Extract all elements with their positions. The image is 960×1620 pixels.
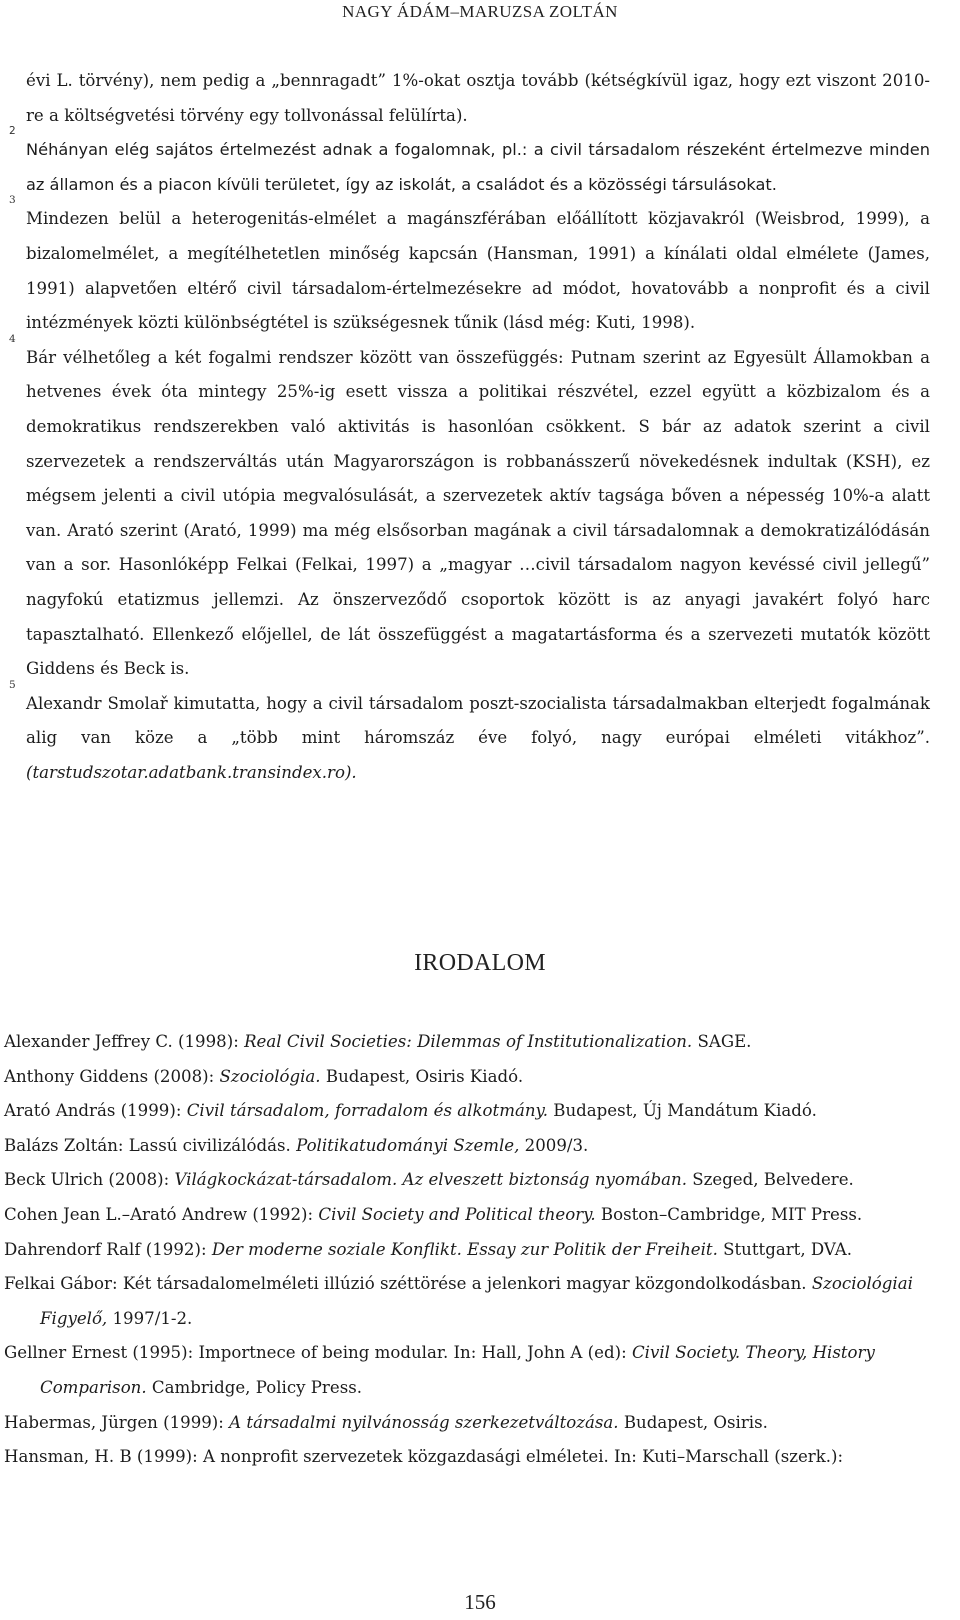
footnote-number: 3: [9, 194, 16, 207]
ref-tail: Budapest, Osiris.: [618, 1412, 768, 1432]
ref-title: Világkockázat-társadalom. Az elveszett biztonság nyomában.: [174, 1170, 687, 1190]
ref-lead: Alexander Jeffrey C. (1998):: [4, 1032, 245, 1051]
footnote-text: Bár vélhetőleg a két fogalmi rendszer között van összefüggés: Putnam szerint az Egyesült Államokban a hetvenes évek óta mintegy 25%-ig esett vissza a politikai részvétel, ezzel együtt a közbizalom és a demokratikus rendszerekben való aktivitás is hasonlóan csökkent. S bár az adatok szerint a civil szervezetek a rendszerváltás után Magyarországon is robbanásszerű növekedésnek indultak (KSH), ez mégsem jelenti a civil utópia megvalósulását, a szervezetek aktív tagsága bőven a népesség 10%-a alatt van. Arató szerint (Arató, 1999) ma még elsősorban magának a civil társadalomnak a demokratizálódásán van a sor. Hasonlóképp Felkai (Felkai, 1997) a „magyar …civil társadalom nagyon kevéssé civil jellegű” nagyfokú etatizmus jellemzi. Az önszerveződő csoportok között is az anyagi javakért folyó harc tapasztalható. Ellenkező előjellel, de lát összefüggést a magatartásforma és a szervezeti mutatók között Giddens és Beck is.: [26, 347, 930, 679]
ref-lead: Arató András (1999):: [4, 1101, 187, 1121]
ref-lead: Hansman, H. B (1999): A nonprofit szervezetek közgazdasági elméletei. In: Kuti–Marschall (szerk.):: [4, 1447, 844, 1467]
footnote-4: [9, 332, 930, 687]
footnote-2: [9, 125, 930, 202]
ref-lead: Anthony Giddens (2008):: [4, 1066, 220, 1086]
footnote-text: Alexandr Smolař kimutatta, hogy a civil társadalom poszt-szocialista társadalmakban elterjedt fogalmának alig van köze a „több mint háromszáz éve folyó, nagy európai elméleti vitákhoz”.: [26, 693, 930, 748]
bibliography-entry: [4, 1233, 932, 1268]
bibliography-entry: [4, 1094, 932, 1129]
ref-tail: Budapest, Új Mandátum Kiadó.: [547, 1101, 817, 1121]
footnotes-section: [9, 64, 930, 790]
bibliography-entry: [4, 1129, 932, 1164]
ref-lead: Felkai Gábor: Két társadalomelméleti illúzió széttörése a jelenkori magyar közgondolkodásban.: [4, 1274, 812, 1294]
ref-lead: Dahrendorf Ralf (1992):: [4, 1239, 212, 1259]
footnote-continuation: [26, 64, 930, 133]
ref-tail: Szeged, Belvedere.: [686, 1170, 854, 1190]
ref-title: Der moderne soziale Konflikt. Essay zur Politik der Freiheit.: [211, 1239, 718, 1259]
bibliography-title: IRODALOM: [414, 950, 546, 976]
ref-title: A társadalmi nyilvánosság szerkezetváltozása.: [229, 1412, 619, 1432]
ref-title: Civil társadalom, forradalom és alkotmány.: [186, 1101, 548, 1121]
footnote-5: [9, 678, 930, 791]
ref-tail: Stuttgart, DVA.: [717, 1239, 853, 1259]
ref-tail: Cambridge, Policy Press.: [146, 1377, 362, 1397]
bibliography-entry: [4, 1163, 932, 1198]
bibliography-entry: [4, 1025, 932, 1060]
ref-tail: SAGE.: [692, 1032, 752, 1051]
bibliography-entry: [4, 1406, 932, 1441]
bibliography-entry: [4, 1267, 932, 1336]
footnote-number: 5: [9, 678, 16, 691]
footnote-number: 2: [9, 125, 16, 138]
bibliography-entry: [4, 1198, 932, 1233]
bibliography-entry: [4, 1336, 932, 1405]
ref-tail: Budapest, Osiris Kiadó.: [320, 1066, 524, 1086]
bibliography-entry: [4, 1060, 932, 1095]
ref-lead: Habermas, Jürgen (1999):: [4, 1412, 230, 1432]
ref-title: Szociológia.: [219, 1066, 321, 1086]
ref-lead: Gellner Ernest (1995): Importnece of being modular. In: Hall, John A (ed):: [4, 1343, 632, 1363]
footnote-3: [9, 194, 930, 340]
ref-lead: Balázs Zoltán: Lassú civilizálódás.: [4, 1135, 297, 1155]
ref-lead: Cohen Jean L.–Arató Andrew (1992):: [4, 1204, 319, 1224]
ref-lead: Beck Ulrich (2008):: [4, 1170, 175, 1190]
footnote-number: 4: [9, 332, 16, 345]
footnote-text: évi L. törvény), nem pedig a „bennragadt” 1%-okat osztja tovább (kétségkívül igaz, hogy ezt viszont 2010-re a költségvetési törvény egy tollvonással felülírta).: [26, 71, 930, 125]
ref-title: Szociológiai Figyelő,: [40, 1274, 913, 1328]
bibliography-list: [4, 1025, 932, 1475]
footnote-text: Néhányan elég sajátos értelmezést adnak a fogalomnak, pl.: a civil társadalom részeként értelmezve minden az államon és a piacon kívüli területet, így az iskolát, a családot és a közösségi társulásokat.: [26, 140, 930, 194]
ref-title: Real Civil Societies: Dilemmas of Institutionalization.: [244, 1032, 693, 1051]
page-number: 156: [464, 1590, 496, 1614]
ref-title: Civil Society and Political theory.: [318, 1204, 596, 1224]
ref-tail: 1997/1-2.: [107, 1308, 193, 1328]
ref-title: Civil Society. Theory, History Comparison.: [40, 1343, 875, 1397]
bibliography-entry: [4, 1440, 932, 1475]
running-head: NAGY ÁDÁM–MARUZSA ZOLTÁN: [342, 2, 618, 21]
footnote-text: Mindezen belül a heterogenitás-elmélet a magánszférában előállított közjavakról (Weisbrod, 1999), a bizalomelmélet, a megítélhetetlen minőség kapcsán (Hansman, 1991) a kínálati oldal elmélete (James, 1991) alapvetően eltérő civil társadalom-értelmezésekre ad módot, hovatovább a nonprofit és a civil intézmények közti különbségtétel is szükségesnek tűnik (lásd még: Kuti, 1998).: [26, 209, 930, 333]
footnote-source: (tarstudszotar.adatbank.transindex.ro).: [26, 762, 357, 782]
ref-tail: Boston–Cambridge, MIT Press.: [595, 1204, 863, 1224]
ref-tail: 2009/3.: [519, 1135, 589, 1155]
ref-title: Politikatudományi Szemle,: [296, 1135, 520, 1155]
